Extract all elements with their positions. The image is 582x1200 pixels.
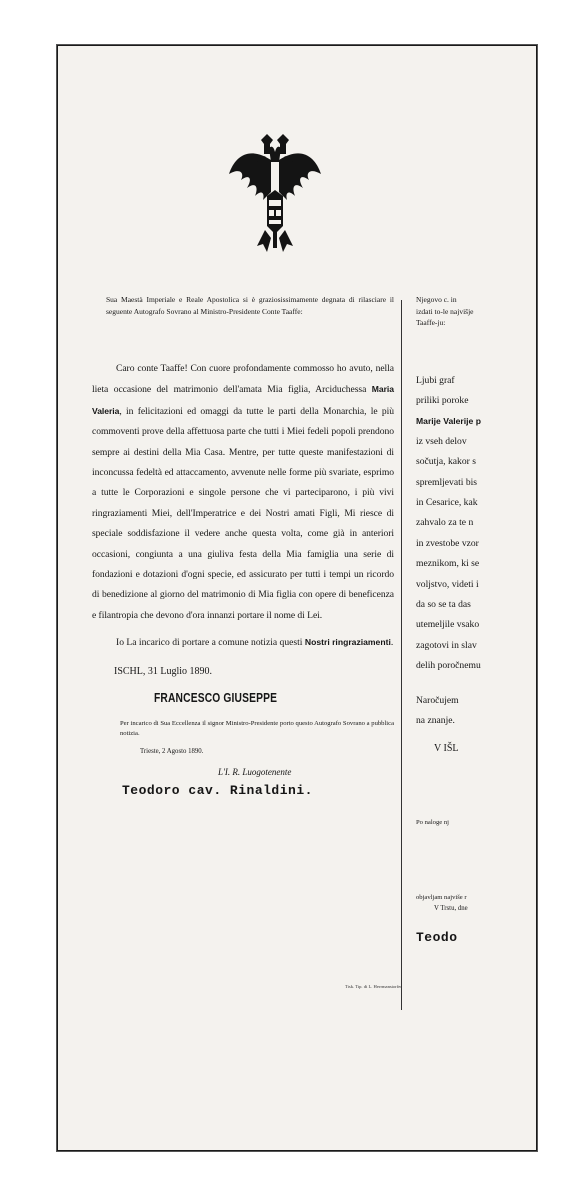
- slovene-body-line: in zvestobe vzor: [416, 537, 479, 549]
- slovene-body-line: voljstvo, videti i: [416, 578, 479, 590]
- slovene-body-line: Ljubi graf: [416, 374, 455, 386]
- publication-note: Per incarico di Sua Eccellenza il signor Ministro-Presidente porto questo Autografo Sovrano a pubblica notizia.: [120, 719, 394, 738]
- slovene-body-line: da so se ta das: [416, 598, 471, 610]
- publication-date: Trieste, 2 Agosto 1890.: [140, 747, 204, 755]
- italian-column: [92, 294, 394, 798]
- closing-end: .: [390, 637, 394, 649]
- slovene-note-line: objavljam najviše r: [416, 893, 467, 901]
- slovene-closing: [416, 691, 504, 732]
- slovene-body-line: meznikom, ki se: [416, 558, 480, 570]
- emperor-signature: FRANCESCO GIUSEPPE: [154, 690, 278, 705]
- slovene-body-line: sočutja, kakor s: [416, 456, 476, 468]
- column-divider: [401, 300, 402, 1010]
- slovene-body-line: utemeljile vsako: [416, 619, 480, 631]
- slovene-intro-line: izdati to-le najvišje: [416, 306, 474, 316]
- official-name: Teodoro cav. Rinaldini.: [122, 782, 313, 798]
- slovene-note-line: Po naloge nj: [416, 819, 449, 827]
- official-title: L'I. R. Luogotenente: [218, 766, 292, 777]
- slovene-body-line: delih poročnemu: [416, 660, 481, 672]
- italian-dateline: ISCHL, 31 Luglio 1890.: [114, 665, 213, 677]
- slovene-body-line: zagotovi in slav: [416, 639, 477, 651]
- archduchess-name: Maria Valeria: [92, 384, 394, 416]
- slovene-closing-line: Naročujem: [416, 694, 459, 706]
- slovene-publication-note: [416, 818, 504, 903]
- italian-closing: [92, 632, 394, 653]
- slovene-column: [416, 294, 504, 945]
- slovene-autograph-text: [416, 371, 504, 677]
- closing-bold: Nostri ringraziamenti: [304, 637, 391, 648]
- slovene-intro-line: Taaffe-ju:: [416, 318, 446, 327]
- slovene-publication-date: V Trstu, dne: [434, 905, 468, 913]
- body-text-rest: , in felicitazioni ed omaggi da tutte le parti della Monarchia, le più commoventi prove della affettuosa parte che tutti i Miei fedeli popoli prendono sempre ai destini della Mia Casa. Mentre, per tutte queste manifestazioni di inconcussa fedeltà ed attaccamento, avvenute nelle forme più svariate, esprimo a tutte le Corporazioni e singole persone che vi parteciparono, i più vivi ringraziamenti Miei, dell'Imperatrice e dei Nostri amati Figli, Mi riesce di speciale soddisfazione il vedere anche questa volta, come già in anteriori occasioni, congiunta a una giuliva festa della Mia famiglia una serie di fondazioni e dotazioni d'ogni specie, ed assicurato per tutti i tempi un ricordo di benedizione al giorno del matrimonio di Mia figlia con opere di beneficenza e filantropia che devono d'ora innanzi portare il nome di Lei.: [92, 405, 394, 621]
- slovene-body-line: zahvalo za te n: [416, 517, 474, 529]
- slovene-body-line: Marije Valerije p: [416, 416, 481, 427]
- slovene-dateline: V IŠL: [434, 743, 459, 755]
- closing-text: Io La incarico di portare a comune notizia questi: [116, 637, 305, 649]
- italian-autograph-text: [92, 359, 394, 626]
- body-text-start: Caro conte Taaffe! Con cuore profondamente commosso ho avuto, nella lieta occasione del matrimonio dell'amata Mia figlia, Arciduchessa: [92, 363, 394, 396]
- italian-intro: Sua Maestà Imperiale e Reale Apostolica si è graziosissimamente degnata di rilasciare il seguente Autografo Sovrano al Ministro-Presidente Conte Taaffe:: [106, 295, 394, 316]
- slovene-intro-line: Njegovo c. in: [416, 295, 457, 304]
- proclamation-sheet: [58, 46, 536, 1150]
- printer-line: Tisk. Tip. di L. Herrmanstorfer: [345, 983, 402, 989]
- slovene-body-line: spremljevati bis: [416, 476, 478, 488]
- double-headed-eagle-coat-of-arms: [227, 134, 323, 254]
- slovene-closing-line: na znanje.: [416, 715, 455, 726]
- slovene-body-line: priliki poroke: [416, 394, 469, 406]
- slovene-body-line: in Cesarice, kak: [416, 496, 478, 508]
- slovene-intro: [416, 294, 504, 329]
- slovene-body-line: iz vseh delov: [416, 435, 467, 447]
- slovene-official-name: Teodo: [416, 930, 458, 946]
